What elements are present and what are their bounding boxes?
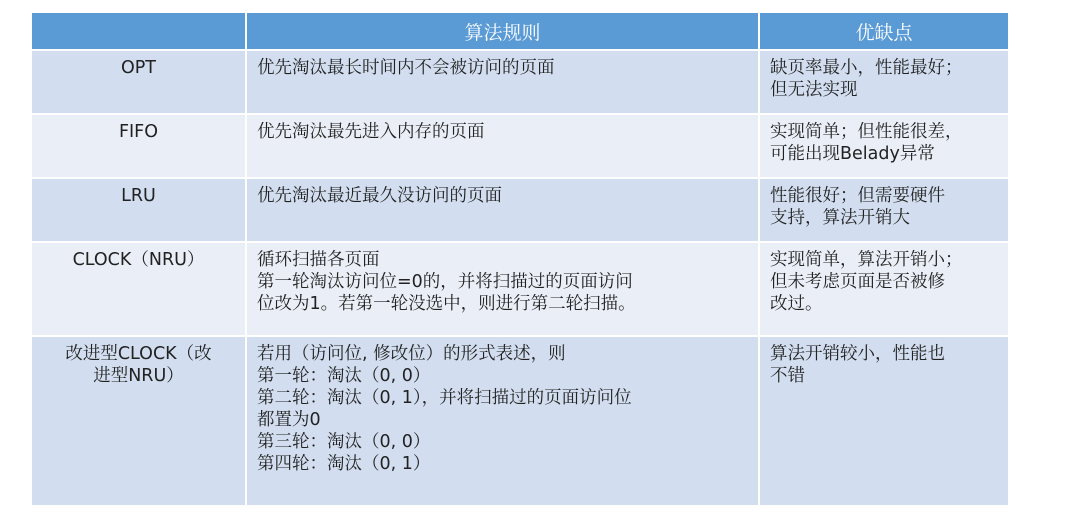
rule-line: 第二轮：淘汰（0, 1），并将扫描过的页面访问位 — [257, 388, 632, 408]
rule-line: 优先淘汰最先进入内存的页面 — [257, 122, 485, 142]
table-row — [32, 178, 1008, 242]
pros-cons-line: 但无法实现 — [770, 80, 858, 100]
pros-cons-line: 实现简单；但性能很差， — [770, 122, 963, 142]
pros-cons-cell — [759, 178, 1008, 242]
rule-line: 第一轮：淘汰（0, 0） — [257, 366, 431, 386]
header-algorithm-rule: 算法规则 — [246, 13, 759, 50]
algorithm-name: 进型NRU） — [93, 366, 184, 386]
rule-line: 循环扫描各页面 — [257, 250, 380, 270]
algorithm-name-cell — [32, 336, 246, 506]
rule-cell — [246, 50, 759, 114]
pros-cons-line: 不错 — [770, 366, 805, 386]
algorithm-name: OPT — [120, 58, 157, 78]
algorithm-name-cell — [32, 114, 246, 178]
pros-cons-line: 性能很好；但需要硬件 — [770, 186, 945, 206]
header-algorithm — [32, 13, 246, 50]
pros-cons-line: 可能出现Belady异常 — [770, 144, 935, 164]
algorithm-name-cell — [32, 242, 246, 336]
pros-cons-line: 支持，算法开销大 — [770, 208, 910, 228]
rule-line: 优先淘汰最近最久没访问的页面 — [257, 186, 502, 206]
algorithm-name-cell — [32, 50, 246, 114]
table-row — [32, 114, 1008, 178]
pros-cons-line: 改过。 — [770, 294, 823, 314]
algorithm-name: LRU — [121, 186, 156, 206]
rule-line: 若用（访问位, 修改位）的形式表述，则 — [257, 344, 566, 364]
algorithm-name-cell — [32, 178, 246, 242]
pros-cons-cell — [759, 50, 1008, 114]
table-row — [32, 50, 1008, 114]
pros-cons-cell — [759, 114, 1008, 178]
algorithm-name: FIFO — [118, 122, 159, 142]
table-row — [32, 336, 1008, 506]
rule-cell — [246, 114, 759, 178]
rule-line: 第三轮：淘汰（0, 0） — [257, 432, 431, 452]
rule-line: 位改为1。若第一轮没选中，则进行第二轮扫描。 — [257, 294, 636, 314]
pros-cons-line: 算法开销较小，性能也 — [770, 344, 945, 364]
pros-cons-line: 缺页率最小，性能最好； — [770, 58, 963, 78]
pros-cons-line: 实现简单，算法开销小； — [770, 250, 963, 270]
rule-cell — [246, 242, 759, 336]
header-row — [32, 13, 1008, 50]
pros-cons-line: 但未考虑页面是否被修 — [770, 272, 945, 292]
algorithm-name: 改进型CLOCK（改 — [65, 344, 212, 364]
header-pros-cons: 优缺点 — [759, 13, 1008, 50]
rule-line: 优先淘汰最长时间内不会被访问的页面 — [257, 58, 555, 78]
rule-line: 第四轮：淘汰（0, 1） — [257, 454, 431, 474]
rule-line: 第一轮淘汰访问位=0的，并将扫描过的页面访问 — [257, 272, 633, 292]
rule-cell — [246, 178, 759, 242]
table-row — [32, 242, 1008, 336]
pros-cons-cell — [759, 242, 1008, 336]
rule-line: 都置为0 — [257, 410, 321, 430]
page-replacement-table — [32, 13, 1008, 507]
pros-cons-cell — [759, 336, 1008, 506]
algorithm-name: CLOCK（NRU） — [72, 250, 205, 270]
rule-cell — [246, 336, 759, 506]
